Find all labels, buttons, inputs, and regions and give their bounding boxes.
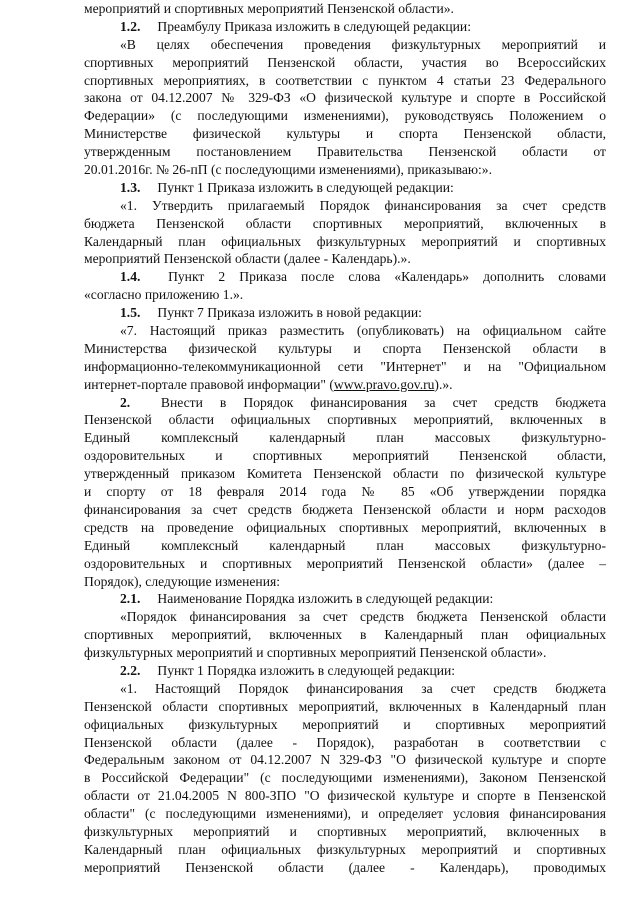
line-text: «1. Утвердить прилагаемый Порядок финансирования за счет средств (120, 197, 606, 213)
line-text: средств на проведение официальных спортивных мероприятий, включенных в (84, 519, 606, 535)
text-line (84, 376, 606, 394)
text-line (84, 537, 606, 555)
line-text: спортивных мероприятий Пензенской области, участия во Всероссийских (84, 54, 606, 70)
line-text: Пензенской области официальных спортивных мероприятий, включенных в (84, 412, 606, 428)
line-text: официальных физкультурных мероприятий и спортивных мероприятий (84, 716, 606, 732)
line-text: физкультурных мероприятий и спортивных мероприятий Пензенской области». (84, 645, 547, 661)
line-text: «согласно приложению 1.». (84, 287, 244, 303)
line-text: Порядок), следующие изменения: (84, 573, 280, 589)
line-text: Внести в Порядок финансирования за счет средств бюджета (160, 394, 606, 410)
text-line (84, 340, 606, 358)
text-line (84, 250, 606, 268)
line-text: «Порядок финансирования за счет средств бюджета Пензенской области (120, 609, 606, 625)
line-text: Календарный план официальных физкультурных мероприятий и спортивных (84, 233, 606, 249)
text-line (84, 787, 606, 805)
clause-number: 1.5. (120, 305, 141, 321)
text-line (84, 805, 606, 823)
text-line (84, 36, 606, 54)
text-line (84, 161, 606, 179)
clause-number: 2.2. (120, 662, 141, 678)
text-line (84, 89, 606, 107)
line-text: спортивных мероприятиях, в соответствии с пунктом 4 статьи 23 Федерального (84, 72, 606, 88)
text-line (84, 233, 606, 251)
text-line (84, 268, 606, 286)
line-text: «В целях обеспечения проведения физкультурных мероприятий и (120, 36, 606, 52)
clause-number: 1.2. (120, 18, 141, 34)
text-line (84, 0, 606, 18)
text-line (84, 841, 606, 859)
text-line (84, 18, 606, 36)
line-text: Пункт 1 Порядка изложить в следующей редакции: (157, 662, 456, 678)
text-line (84, 179, 606, 197)
line-text: Календарный план официальных физкультурных мероприятий и спортивных (84, 841, 606, 857)
text-line (84, 590, 606, 608)
text-line (84, 107, 606, 125)
line-text: Пункт 1 Приказа изложить в следующей редакции: (157, 179, 454, 195)
text-line (84, 143, 606, 161)
text-line (84, 304, 606, 322)
text-line (84, 197, 606, 215)
line-text: Наименование Порядка изложить в следующей редакции: (157, 591, 494, 607)
line-text: и спорту от 18 февраля 2014 года № 85 «Об утверждении порядка (84, 484, 606, 500)
line-text: финансирования за счет средств бюджета Пензенской области и норм расходов (84, 501, 606, 517)
text-line (84, 644, 606, 662)
text-line (84, 716, 606, 734)
text-line (84, 286, 606, 304)
line-text: интернет-портале правовой информации" ( (84, 376, 334, 392)
line-text: Пункт 7 Приказа изложить в новой редакции: (157, 305, 422, 321)
line-text: Министерства физической культуры и спорта Пензенской области в (84, 340, 606, 356)
text-line (84, 626, 606, 644)
line-text: Пензенской области (далее - Порядок), разработан в соответствии с (84, 734, 606, 750)
text-line (84, 608, 606, 626)
line-text: оздоровительных и спортивных мероприятий Пензенской области» (далее – (84, 555, 606, 571)
text-line (84, 54, 606, 72)
text-line (84, 358, 606, 376)
line-text: мероприятий и спортивных мероприятий Пензенской области». (84, 1, 454, 16)
line-text: Преамбулу Приказа изложить в следующей редакции: (157, 18, 471, 34)
line-text: «1. Настоящий Порядок финансирования за счет средств бюджета (120, 680, 606, 696)
line-text: Федерации» (с последующими изменениями), руководствуясь Положением о (84, 108, 606, 124)
line-text: Единый комплексный календарный план массовых физкультурно- (84, 430, 606, 446)
text-line (84, 751, 606, 769)
line-text-tail: ).». (434, 376, 453, 392)
text-line (84, 72, 606, 90)
text-line (84, 519, 606, 537)
line-text: оздоровительных и спортивных мероприятий Пензенской области, (84, 448, 606, 464)
text-line (84, 734, 606, 752)
line-text: бюджета Пензенской области спортивных мероприятий, включенных в (84, 215, 606, 231)
line-text: информационно-телекоммуникационной сети "Интернет" и на "Официальном (84, 358, 606, 374)
text-line (84, 125, 606, 143)
text-line (84, 573, 606, 591)
text-line (84, 698, 606, 716)
line-text: физкультурных мероприятий и спортивных мероприятий, включенных в (84, 823, 606, 839)
text-line (84, 394, 606, 412)
line-text: спортивных мероприятий, включенных в Календарный план официальных (84, 627, 606, 643)
line-text: «7. Настоящий приказ разместить (опубликовать) на официальном сайте (120, 323, 606, 339)
clause-number: 1.3. (120, 179, 141, 195)
text-line (84, 465, 606, 483)
text-line (84, 429, 606, 447)
text-line (84, 859, 606, 877)
line-text: Федеральным законом от 04.12.2007 N 329-ФЗ "О физической культуре и спорте (84, 752, 606, 768)
line-text: утвержденный приказом Комитета Пензенской области по физической культуре (84, 466, 606, 482)
text-line (84, 215, 606, 233)
line-text: Пункт 2 Приказа после слова «Календарь» дополнить словами (168, 269, 606, 285)
text-line (84, 483, 606, 501)
line-text: утвержденным постановлением Правительства Пензенской области от (84, 144, 606, 160)
line-text: Единый комплексный календарный план массовых физкультурно- (84, 537, 606, 553)
clause-number: 1.4. (120, 269, 141, 285)
line-text: мероприятий Пензенской области (далее - Календарь).». (84, 251, 411, 267)
text-line (84, 322, 606, 340)
text-line (84, 823, 606, 841)
text-line (84, 501, 606, 519)
line-text: области от 21.04.2005 N 800-ЗПО "О физической культуре и спорте в Пензенской (84, 788, 606, 804)
text-line (84, 411, 606, 429)
line-text: закона от 04.12.2007 № 329-ФЗ «О физической культуре и спорте в Российской (84, 90, 606, 106)
line-text: области" (с последующими изменениями), и определяет условия финансирования (84, 806, 606, 822)
clause-number: 2. (120, 394, 131, 410)
line-text: в Российской Федерации" (с последующими изменениями), Законом Пензенской (84, 770, 606, 786)
text-line (84, 662, 606, 680)
line-text: мероприятий Пензенской области (далее - Календарь), проводимых (84, 859, 606, 875)
text-line (84, 680, 606, 698)
text-line (84, 769, 606, 787)
text-line (84, 555, 606, 573)
clause-number: 2.1. (120, 591, 141, 607)
line-text: Министерстве физической культуры и спорта Пензенской области, (84, 126, 606, 142)
pravo-gov-link[interactable]: www.pravo.gov.ru (333, 376, 435, 392)
line-text: Пензенской области спортивных мероприятий, включенных в Календарный план (84, 698, 606, 714)
text-line (84, 447, 606, 465)
line-text: 20.01.2016г. № 26-пП (с последующими изменениями), приказываю:». (84, 162, 492, 178)
